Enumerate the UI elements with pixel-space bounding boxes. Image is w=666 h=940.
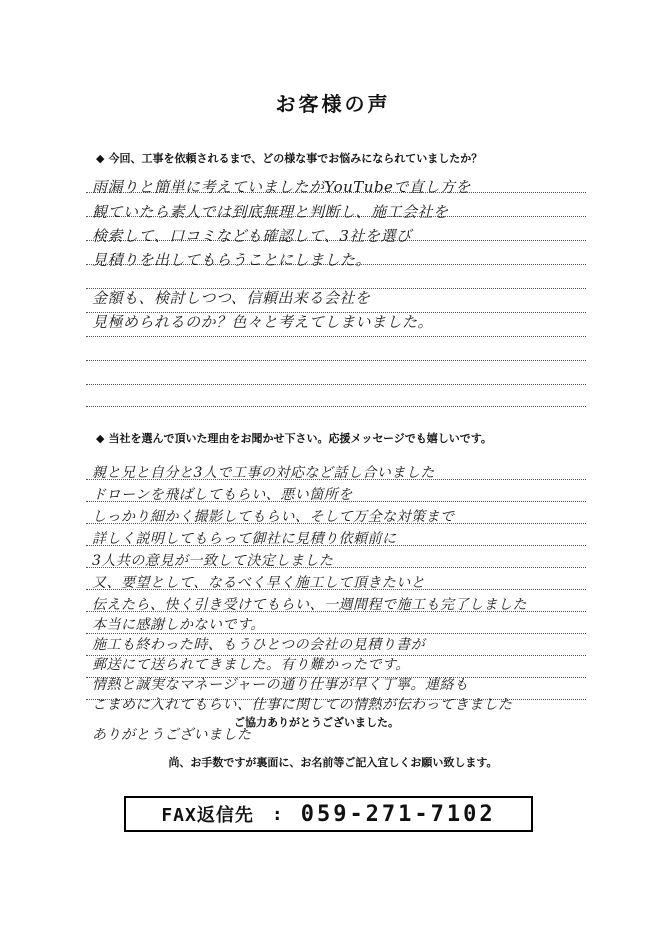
diamond-marker-icon: ◆ bbox=[96, 152, 105, 165]
handwritten-line: 伝えたら、快く引き受けてもらい、一週間程で施工も完了しました bbox=[92, 597, 527, 613]
back-side-note: 尚、お手数ですが裏面に、お名前等ご記入宜しくお願い致します。 bbox=[168, 756, 498, 769]
handwritten-line: 情熱と誠実なマネージャーの通り仕事が早く丁寧。連絡も bbox=[92, 677, 469, 693]
diamond-marker-icon: ◆ bbox=[96, 432, 105, 445]
handwritten-line: ありがとうございました bbox=[92, 727, 252, 743]
fax-number: 059-271-7102 bbox=[300, 801, 496, 827]
handwritten-line: こまめに入れてもらい、仕事に関しての情熱が伝わってきました bbox=[92, 697, 513, 713]
question-1 bbox=[96, 150, 482, 166]
fax-separator: : bbox=[271, 803, 283, 825]
ruled-line bbox=[86, 406, 586, 407]
fax-label: FAX返信先 bbox=[161, 805, 254, 826]
question-2 bbox=[96, 430, 492, 446]
handwritten-line: 観ていたら素人では到底無理と判断し、施工会社を bbox=[92, 203, 449, 221]
handwritten-line: 本当に感謝しかないです。 bbox=[92, 617, 265, 633]
handwritten-line: 検索して、口コミなども確認して、3社を選び bbox=[92, 227, 412, 245]
handwritten-line: 又、要望として、なるべく早く施工して頂きたいと bbox=[92, 575, 426, 591]
handwritten-line: 施工も終わった時、もうひとつの会社の見積り書が bbox=[92, 637, 426, 653]
handwritten-line: 雨漏りと簡単に考えていましたがYouTubeで直し方を bbox=[92, 178, 471, 196]
question-2-text: 当社を選んで頂いた理由をお聞かせ下さい。応援メッセージでも嬉しいです。 bbox=[108, 432, 492, 445]
ruled-line bbox=[86, 360, 586, 361]
handwritten-line: 見積りを出してもらうことにしました。 bbox=[92, 251, 372, 269]
handwritten-line: しっかり細かく撮影してもらい、そして万全な対策まで bbox=[92, 509, 455, 525]
fax-reply-box bbox=[124, 796, 533, 832]
handwritten-line: 詳しく説明してもらって御社に見積り依頼前に bbox=[92, 531, 397, 547]
ruled-line bbox=[86, 336, 586, 337]
ruled-line bbox=[86, 384, 586, 385]
handwritten-line: 親と兄と自分と3人で工事の対応など話し合いました bbox=[92, 465, 435, 481]
thanks-message: ご協力ありがとうございました。 bbox=[234, 716, 399, 729]
question-1-text: 今回、工事を依頼されるまで、どの様な事でお悩みになられていましたか？ bbox=[108, 152, 483, 165]
handwritten-line: 3人共の意見が一致して決定しました bbox=[92, 553, 334, 569]
handwritten-line: 郵送にて送られてきました。有り難かったです。 bbox=[92, 657, 410, 673]
page-title: お客様の声 bbox=[275, 92, 391, 116]
handwritten-line: 金額も、検討しつつ、信頼出来る会社を bbox=[92, 289, 371, 307]
handwritten-line: ドローンを飛ばしてもらい、悪い箇所を bbox=[92, 487, 353, 503]
handwritten-line: 見極められるのか？色々と考えてしまいました。 bbox=[92, 313, 434, 331]
